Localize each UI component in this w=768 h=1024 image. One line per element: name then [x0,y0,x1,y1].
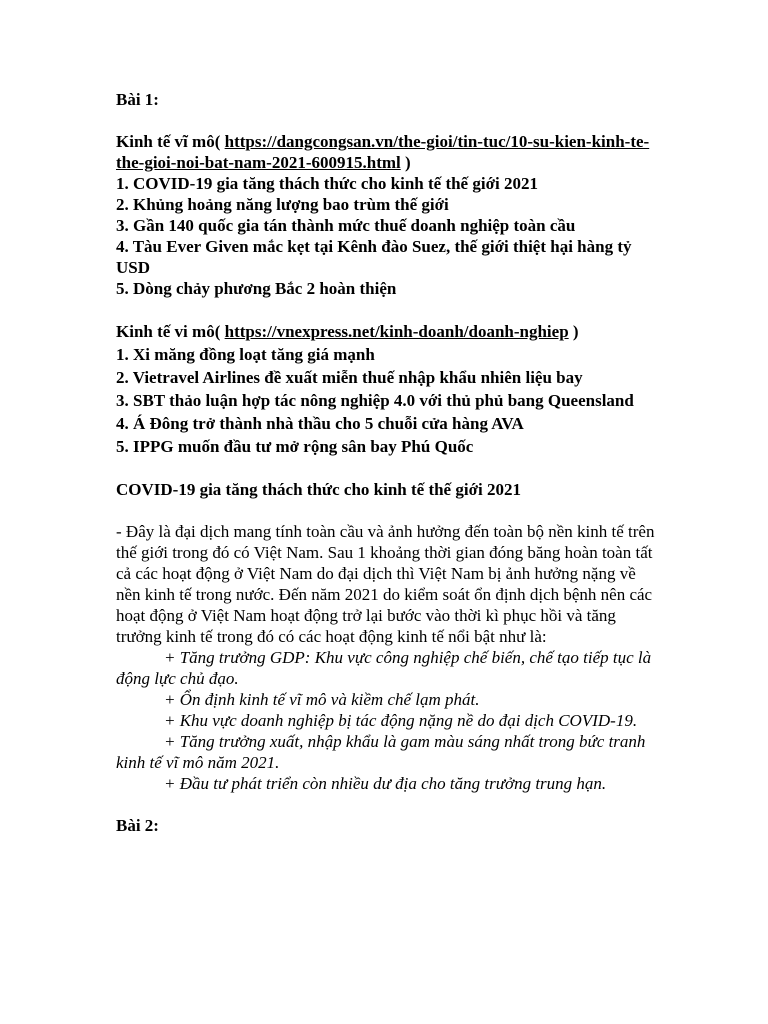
list-item: 3. Gần 140 quốc gia tán thành mức thuế doanh nghiệp toàn cầu [116,216,576,235]
list-item: 4. Tàu Ever Given mắc kẹt tại Kênh đào Suez, thế giới thiệt hại hàng tỷ USD [116,237,632,277]
document-page [116,89,661,836]
vi-mo-section [116,131,661,299]
list-item: + Khu vực doanh nghiệp bị tác động nặng nề do đại dịch COVID-19. [164,711,638,730]
list-item: 2. Khủng hoảng năng lượng bao trùm thế giới [116,195,449,214]
spacer [116,794,661,815]
vi-mo-micro-source-line [116,320,661,343]
vi-mo-micro-source-link[interactable]: https://vnexpress.net/kinh-doanh/doanh-nghiep [224,322,569,341]
list-item: + Đầu tư phát triển còn nhiều dư địa cho tăng trưởng trung hạn. [164,774,607,793]
vi-mo-micro-suffix: ) [568,322,579,341]
bai2-heading: Bài 2: [116,816,159,835]
list-item: + Tăng trưởng GDP: Khu vực công nghiệp chế biến, chế tạo tiếp tục là động lực chủ đạo. [116,648,652,688]
list-item: 1. COVID-19 gia tăng thách thức cho kinh tế thế giới 2021 [116,174,538,193]
vi-mo-suffix: ) [400,153,411,172]
list-item: 5. Dòng chảy phương Bắc 2 hoàn thiện [116,279,397,298]
list-item: 5. IPPG muốn đầu tư mở rộng sân bay Phú Quốc [116,437,474,456]
vi-mo-micro-section [116,320,661,458]
list-item: 4. Á Đông trở thành nhà thầu cho 5 chuỗi cửa hàng AVA [116,414,524,433]
covid-heading: COVID-19 gia tăng thách thức cho kinh tế thế giới 2021 [116,480,521,499]
covid-paragraph: - Đây là đại dịch mang tính toàn cầu và ảnh hưởng đến toàn bộ nền kinh tế trên thế giới trong đó có Việt Nam. Sau 1 khoảng thời gian đóng băng hoàn toàn tất cả các hoạt động ở Việt Nam do đại dịch thì Việt Nam bị ảnh hưởng nặng về nền kinh tế trong nước. Đến năm 2021 do kiểm soát ổn định dịch bệnh nên các hoạt động ở Việt Nam hoạt động trở lại bước vào thời kì phục hồi và tăng trưởng kinh tế trong đó có các hoạt động kinh tế nổi bật như là: [116,522,655,646]
vi-mo-source-link[interactable]: https://dangcongsan.vn/the-gioi/tin-tuc/10-su-kien-kinh-te-the-gioi-noi-bat-nam-2021-600915.html [116,132,650,172]
list-item: 1. Xi măng đồng loạt tăng giá mạnh [116,345,375,364]
vi-mo-source-line [116,131,661,173]
list-item: + Ổn định kinh tế vĩ mô và kiềm chế lạm phát. [164,690,480,709]
bullet-list [116,647,661,794]
list-item: 3. SBT thảo luận hợp tác nông nghiệp 4.0 với thủ phủ bang Queensland [116,391,634,410]
vi-mo-prefix: Kinh tế vĩ mô( [116,132,225,151]
vi-mo-micro-prefix: Kinh tế vi mô( [116,322,225,341]
list-item: + Tăng trưởng xuất, nhập khẩu là gam màu sáng nhất trong bức tranh kinh tế vĩ mô năm 2021. [116,732,646,772]
bai1-heading: Bài 1: [116,90,159,109]
list-item: 2. Vietravel Airlines đề xuất miễn thuế nhập khẩu nhiên liệu bay [116,368,583,387]
